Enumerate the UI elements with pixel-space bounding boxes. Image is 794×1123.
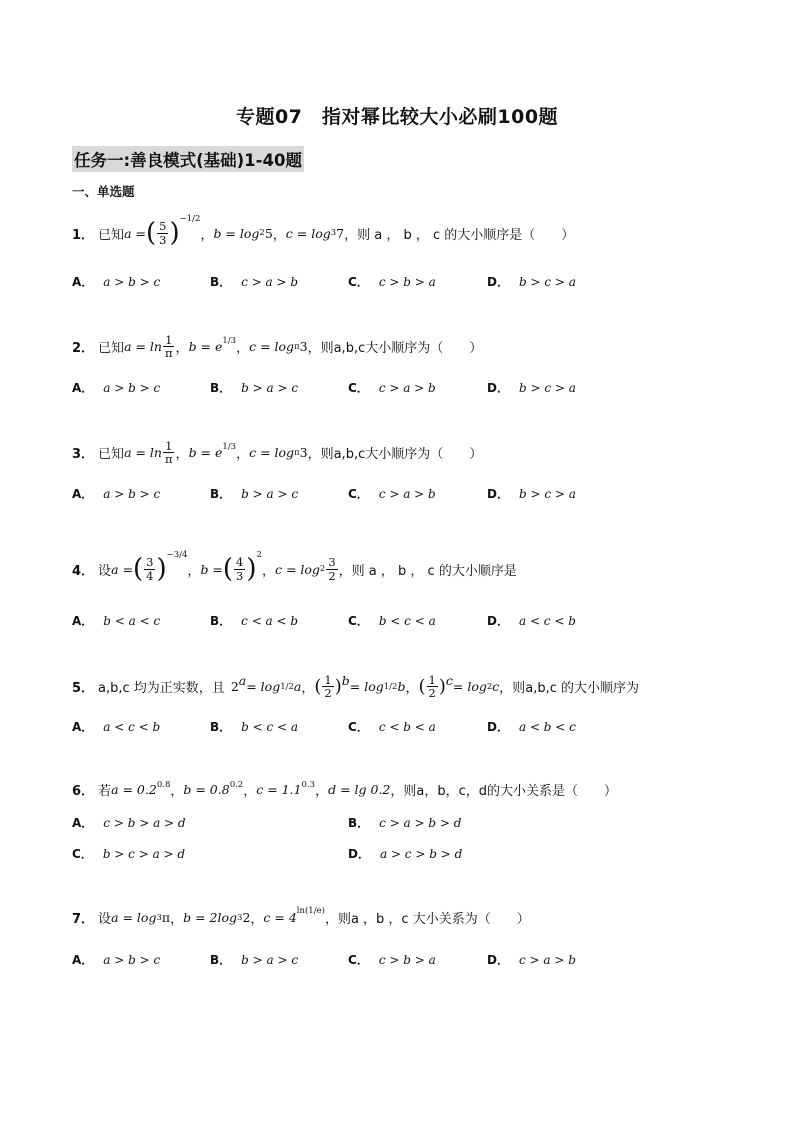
separator: ， (175, 447, 189, 463)
subscript: π (294, 341, 300, 352)
option-2c[interactable]: C． c > a > b (348, 380, 436, 395)
math-expr: a = ln (124, 445, 162, 461)
math-expr: b = log (213, 225, 260, 241)
math-expr: c = log (285, 225, 331, 241)
paren-close: ) (246, 554, 257, 584)
math-expr: 7 (336, 225, 345, 241)
question-text: ，则a,b,c大小顺序为（ ） (307, 341, 483, 357)
separator: ， (405, 681, 419, 697)
subscript: 1/2 (280, 681, 294, 692)
separator: ， (170, 784, 184, 799)
math-expr: b = 2log (183, 910, 238, 925)
option-2d[interactable]: D． b > c > a (487, 380, 576, 395)
subscript: 2 (486, 681, 493, 692)
paren-close: ) (156, 554, 167, 584)
option-6b[interactable]: B． c > a > b > d (348, 815, 462, 830)
question-5 (72, 674, 639, 699)
question-text: ，则a ，b ，c 大小关系为（ ） (324, 912, 530, 927)
math-expr: b = e (188, 445, 223, 461)
question-number: 7． (72, 912, 95, 927)
option-7a[interactable]: A． a > b > c (72, 952, 161, 967)
math-expr: a = (124, 225, 146, 241)
exponent: 0.2 (229, 779, 244, 790)
question-text: ，则 a ， b ， c 的大小顺序是（ ） (344, 227, 575, 243)
question-text: ，则a,b,c 的大小顺序为 (499, 681, 640, 697)
separator: ， (261, 563, 275, 579)
paren-close: ) (334, 675, 342, 697)
separator: ， (200, 227, 214, 243)
math-expr: d = lg 0.2 (328, 782, 391, 797)
option-2a[interactable]: A． a > b > c (72, 380, 161, 395)
paren-open: ( (132, 554, 144, 584)
option-3c[interactable]: C． c > a > b (348, 486, 436, 501)
option-4b[interactable]: B． c < a < b (210, 613, 299, 628)
fraction: $\frac{1}{\pi}$ (164, 333, 173, 361)
subscript: 2 (319, 564, 326, 574)
question-text: ，则 a ， b ， c 的大小顺序是 (338, 563, 517, 579)
math-expr: 3 (299, 445, 308, 461)
question-text: 已知 (98, 227, 125, 243)
math-expr: a = 0.2 (111, 782, 157, 797)
math-expr: c = 4 (263, 910, 297, 925)
separator: ， (175, 341, 189, 357)
document-title: 专题07 指对幂比较大小必刷100题 (235, 106, 559, 128)
math-expr: a = ln (124, 339, 162, 355)
subscript: 3 (330, 228, 337, 238)
question-number: 6． (72, 784, 95, 799)
math-expr: b = e (188, 339, 223, 355)
math-expr: b = (200, 561, 223, 577)
subscript: π (294, 447, 300, 458)
question-number: 5． (72, 681, 95, 697)
paren-open: ( (314, 675, 322, 697)
separator: ， (236, 447, 250, 463)
math-expr: a (293, 679, 302, 695)
subscript: 2 (259, 228, 265, 238)
question-text: ，则a,b,c大小顺序为（ ） (307, 447, 483, 463)
question-6 (72, 780, 617, 799)
subscript: 3 (237, 912, 243, 923)
math-expr: 3 (299, 339, 308, 355)
math-expr: 2 (242, 910, 251, 925)
option-7b[interactable]: B． b > a > c (210, 952, 299, 967)
math-expr: a = log (111, 910, 157, 925)
math-expr: c = log (249, 445, 295, 461)
math-expr: c = log (274, 561, 320, 577)
exponent: 2 (256, 550, 262, 560)
subscript: 1/2 (383, 681, 398, 692)
option-1b[interactable]: B． c > a > b (210, 274, 299, 289)
fraction: $\frac{1}{2}$ (324, 673, 332, 701)
math-expr: π (161, 910, 171, 925)
question-4 (72, 550, 517, 584)
paren-close: ) (438, 675, 446, 697)
separator: ， (250, 912, 264, 927)
option-2b[interactable]: B． b > a > c (210, 380, 299, 395)
question-text: 已知 (98, 341, 125, 357)
question-2 (72, 334, 482, 359)
option-6c[interactable]: C． b > c > a > d (72, 846, 186, 861)
math-expr: c (492, 679, 500, 695)
exponent: 1/3 (222, 335, 237, 346)
fraction: $\frac{3}{2}$ (328, 555, 336, 583)
separator: ， (187, 563, 201, 579)
paren-open: ( (418, 675, 426, 697)
option-3d[interactable]: D． b > c > a (487, 486, 576, 501)
math-expr: = log (452, 679, 487, 695)
exponent: a (238, 673, 247, 689)
option-5c[interactable]: C． c < b < a (348, 719, 436, 734)
separator: ， (170, 912, 184, 927)
option-4d[interactable]: D． a < c < b (487, 613, 576, 628)
option-6d[interactable]: D． a > c > b > d (348, 846, 463, 861)
question-number: 1． (72, 227, 95, 243)
question-number: 2． (72, 341, 95, 357)
option-3b[interactable]: B． b > a > c (210, 486, 299, 501)
fraction: $\frac{1}{\pi}$ (164, 439, 173, 467)
math-expr: b = 0.8 (183, 782, 230, 797)
math-expr: 5 (264, 225, 273, 241)
question-3 (72, 440, 482, 465)
fraction: $\frac{5}{3}$ (159, 219, 167, 247)
task-heading: 任务一:善良模式(基础)1-40题 (72, 146, 304, 172)
exponent: −3/4 (166, 550, 188, 560)
question-1 (72, 214, 575, 248)
subscript: 3 (156, 912, 162, 923)
question-text: 已知 (98, 447, 125, 463)
option-5d[interactable]: D． a < b < c (487, 719, 576, 734)
paren-close: ) (169, 218, 180, 248)
option-1d[interactable]: D． b > c > a (487, 274, 576, 289)
separator: ， (236, 341, 250, 357)
option-4a[interactable]: A． b < a < c (72, 613, 161, 628)
math-expr: b (397, 679, 406, 695)
question-number: 3． (72, 447, 95, 463)
math-expr: c = log (249, 339, 295, 355)
exponent: c (445, 673, 453, 689)
option-4c[interactable]: C． b < c < a (348, 613, 436, 628)
exponent: ln(1/e) (296, 905, 325, 916)
separator: ， (301, 681, 315, 697)
option-1a[interactable]: A． a > b > c (72, 274, 161, 289)
exponent: 0.3 (301, 779, 316, 790)
question-text: 若 (98, 784, 112, 799)
option-7d[interactable]: D． c > a > b (487, 952, 576, 967)
question-text: 设 (98, 912, 112, 927)
fraction: $\frac{4}{3}$ (236, 555, 244, 583)
option-3a[interactable]: A． a > b > c (72, 486, 161, 501)
fraction: $\frac{1}{2}$ (428, 673, 436, 701)
exponent: 1/3 (222, 441, 237, 452)
paren-open: ( (145, 218, 157, 248)
question-number: 4． (72, 563, 95, 579)
option-6a[interactable]: A． c > b > a > d (72, 815, 186, 830)
exponent: 0.8 (156, 779, 171, 790)
option-5a[interactable]: A． a < c < b (72, 719, 161, 734)
paren-open: ( (222, 554, 234, 584)
separator: ， (243, 784, 257, 799)
separator: ， (315, 784, 329, 799)
math-expr: = log (349, 679, 384, 695)
question-text: a,b,c 均为正实数，且 (98, 681, 225, 697)
question-text: 设 (98, 563, 112, 579)
fraction: $\frac{3}{4}$ (146, 555, 154, 583)
option-7c[interactable]: C． c > b > a (348, 952, 436, 967)
math-expr: c = 1.1 (256, 782, 302, 797)
math-expr: a = (111, 561, 133, 577)
option-1c[interactable]: C． c > b > a (348, 274, 436, 289)
math-expr: = log (246, 679, 281, 695)
option-5b[interactable]: B． b < c < a (210, 719, 299, 734)
question-text: ，则a，b，c，d的大小关系是（ ） (390, 784, 617, 799)
section-heading: 一、单选题 (72, 184, 135, 199)
separator: ， (272, 227, 286, 243)
exponent: −1/2 (179, 214, 201, 224)
exponent: b (341, 673, 350, 689)
math-expr: 2 (230, 679, 239, 695)
question-7 (72, 905, 530, 927)
